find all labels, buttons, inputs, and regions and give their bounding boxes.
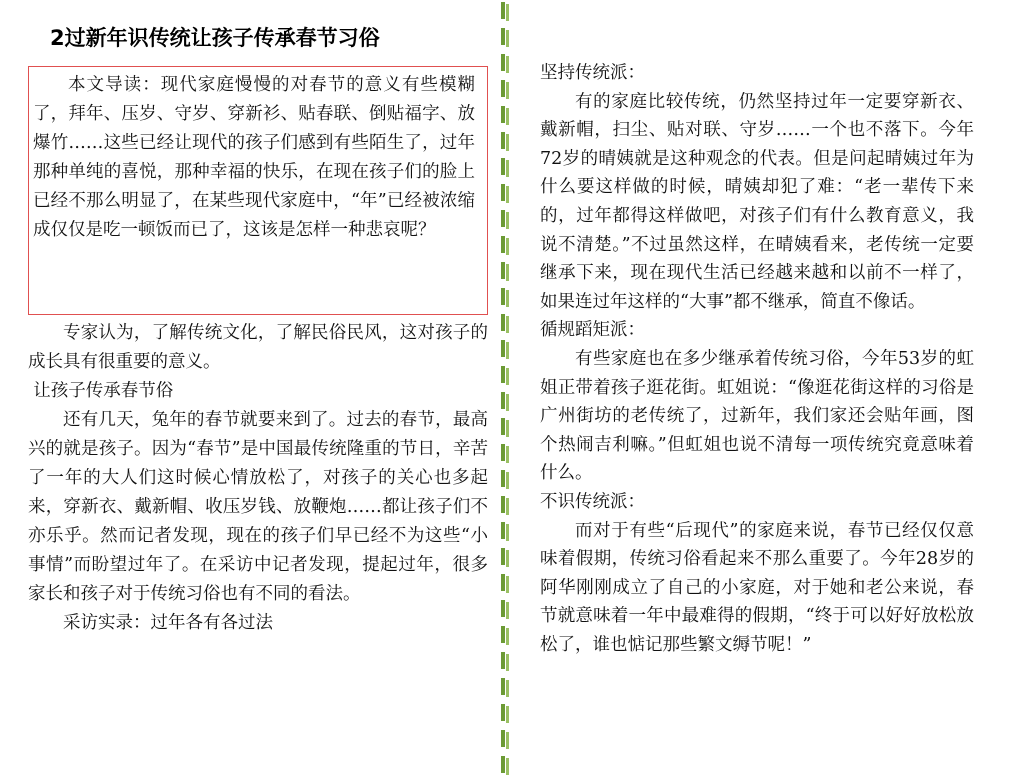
- divider-dash: [501, 600, 505, 617]
- divider-dash: [501, 678, 505, 695]
- divider-dash: [501, 2, 505, 19]
- right-column: [540, 59, 974, 659]
- article-title: 2过新年识传统让孩子传承春节习俗: [50, 26, 380, 50]
- divider-dash: [506, 134, 509, 151]
- divider-dash: [506, 420, 509, 437]
- traditional-heading: 坚持传统派：: [540, 63, 645, 83]
- divider-dash: [501, 106, 505, 123]
- divider-dash: [506, 654, 509, 671]
- divider-dash: [506, 238, 509, 255]
- divider-dash: [506, 4, 509, 21]
- divider-dash: [501, 626, 505, 643]
- summary-box: [28, 66, 488, 315]
- divider-dash: [506, 524, 509, 541]
- divider-dash: [501, 158, 505, 175]
- decorative-divider: [501, 0, 511, 768]
- divider-dash: [501, 548, 505, 565]
- divider-dash: [506, 30, 509, 47]
- divider-dash: [506, 628, 509, 645]
- divider-dash: [506, 472, 509, 489]
- divider-dash: [501, 392, 505, 409]
- divider-dash: [506, 498, 509, 515]
- divider-dash: [501, 236, 505, 253]
- divider-dash: [506, 56, 509, 73]
- divider-dash: [506, 82, 509, 99]
- section-subheading: 让孩子传承春节俗: [33, 381, 174, 401]
- divider-dash: [501, 288, 505, 305]
- divider-dash: [506, 212, 509, 229]
- divider-dash: [506, 446, 509, 463]
- divider-dash: [501, 730, 505, 747]
- divider-dash: [501, 28, 505, 45]
- divider-dash: [501, 210, 505, 227]
- summary-text: 本文导读：现代家庭慢慢的对春节的意义有些模糊了，拜年、压岁、守岁、穿新衫、贴春联、倒贴福字、放爆竹……这些已经让现代的孩子们感到有些陌生了，过年那种单纯的喜悦，那种幸福的快乐，在现在孩子们的脸上已经不那么明显了，在某些现代家庭中，“年”已经被浓缩成仅仅是吃一顿饭而已了，这该是怎样一种悲哀呢？: [33, 75, 475, 240]
- divider-dash: [506, 394, 509, 411]
- divider-dash: [506, 550, 509, 567]
- divider-dash: [501, 444, 505, 461]
- expert-paragraph: 专家认为，了解传统文化，了解民俗民风，这对孩子的成长具有很重要的意义。: [28, 323, 488, 372]
- conventional-heading: 循规蹈矩派：: [540, 320, 645, 341]
- divider-dash: [506, 264, 509, 281]
- divider-dash: [506, 342, 509, 359]
- divider-dash: [501, 418, 505, 435]
- traditional-paragraph: 有的家庭比较传统，仍然坚持过年一定要穿新衣、戴新帽，扫尘、贴对联、守岁……一个也不落下。今年72岁的晴姨就是这种观念的代表。但是问起晴姨过年为什么要这样做的时候，晴姨却犯了难：“老一辈传下来的，过年都得这样做吧，对孩子们有什么教育意义，我说不清楚。”不过虽然这样，在晴姨看来，老传统一定要继承下来，现在现代生活已经越来越和以前不一样了，如果连过年这样的“大事”都不继承，简直不像话。: [540, 91, 974, 312]
- divider-dash: [501, 574, 505, 591]
- body-paragraph: 还有几天，兔年的春节就要来到了。过去的春节，最高兴的就是孩子。因为“春节”是中国最传统隆重的节日，辛苦了一年的大人们这时候心情放松了，对孩子的关心也多起来，穿新衣、戴新帽、收压岁钱、放鞭炮……都让孩子们不亦乐乎。然而记者发现，现在的孩子们早已经不为这些“小事情”而盼望过年了。在采访中记者发现，提起过年，很多家长和孩子对于传统习俗也有不同的看法。: [28, 410, 488, 604]
- divider-dash: [501, 314, 505, 331]
- divider-dash: [501, 184, 505, 201]
- conventional-paragraph: 有些家庭也在多少继承着传统习俗，今年53岁的虹姐正带着孩子逛花街。虹姐说：“像逛花街这样的习俗是广州街坊的老传统了，过新年，我们家还会贴年画，图个热闹吉利嘛。”但虹姐也说不清每一项传统究竟意味着什么。: [540, 348, 974, 484]
- divider-dash: [501, 522, 505, 539]
- divider-dash: [501, 496, 505, 513]
- divider-dash: [501, 132, 505, 149]
- divider-dash: [506, 602, 509, 619]
- divider-dash: [501, 756, 505, 773]
- interview-record-heading: 采访实录：过年各有各过法: [63, 613, 273, 633]
- divider-dash: [501, 366, 505, 383]
- divider-dash: [501, 704, 505, 721]
- divider-dash: [506, 758, 509, 775]
- divider-dash: [501, 80, 505, 97]
- divider-dash: [506, 706, 509, 723]
- divider-dash: [506, 186, 509, 203]
- divider-dash: [506, 368, 509, 385]
- divider-dash: [501, 470, 505, 487]
- unaware-paragraph: 而对于有些“后现代”的家庭来说，春节已经仅仅意味着假期，传统习俗看起来不那么重要了。今年28岁的阿华刚刚成立了自己的小家庭，对于她和老公来说，春节就意味着一年中最难得的假期，“终于可以好好放松放松了，谁也惦记那些繁文缛节呢！”: [540, 520, 974, 655]
- divider-dash: [501, 262, 505, 279]
- divider-dash: [501, 340, 505, 357]
- divider-dash: [506, 576, 509, 593]
- divider-dash: [506, 316, 509, 333]
- divider-dash: [506, 290, 509, 307]
- divider-dash: [506, 732, 509, 749]
- divider-dash: [501, 652, 505, 669]
- divider-dash: [506, 680, 509, 697]
- divider-dash: [506, 108, 509, 125]
- left-column: [28, 66, 488, 638]
- unaware-heading: 不识传统派：: [540, 491, 645, 512]
- divider-dash: [501, 54, 505, 71]
- divider-dash: [506, 160, 509, 177]
